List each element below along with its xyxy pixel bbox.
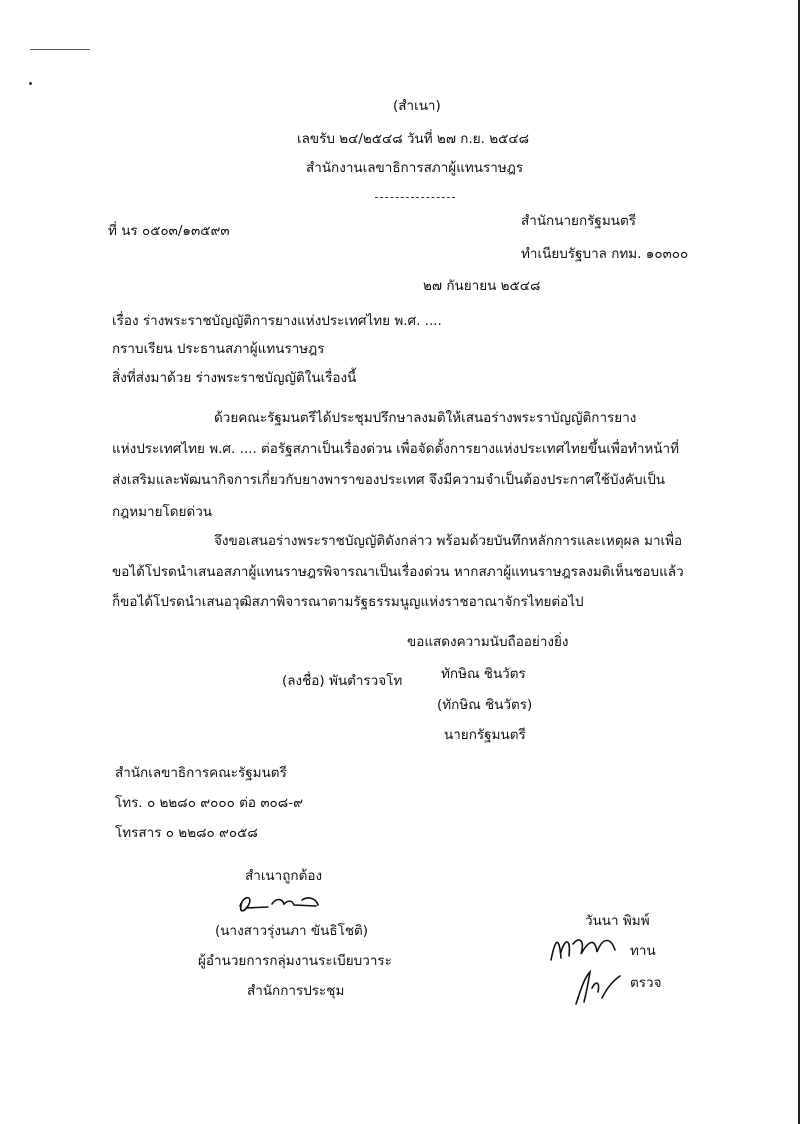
contact-phone: โทร. ๐ ๒๒๘๐ ๙๐๐๐ ต่อ ๓๐๘-๙ <box>115 795 303 811</box>
typist-signature <box>545 930 625 966</box>
signed-by: (ลงชื่อ) พันตำรวจโท <box>282 673 403 689</box>
typed-label: ทาน <box>630 943 656 959</box>
sender-address: ทำเนียบรัฐบาล กทม. ๑๐๓๐๐ <box>521 246 689 262</box>
signer-name-parenthesized: (ทักษิณ ชินวัตร) <box>437 697 533 713</box>
body-line: กฎหมายโดยด่วน <box>112 504 213 520</box>
letter-date: ๒๗ กันยายน ๒๕๔๘ <box>423 278 541 294</box>
subject-line: เรื่อง ร่างพระราชบัญญัติการยางแห่งประเทศไทย พ.ศ. .... <box>112 313 442 329</box>
body-line: ขอได้โปรดนำเสนอสภาผู้แทนราษฎรพิจารณาเป็นเรื่องด่วน หากสภาผู้แทนราษฎรลงมติเห็นชอบแล้ว <box>112 564 684 580</box>
body-line: แห่งประเทศไทย พ.ศ. .... ต่อรัฐสภาเป็นเรื่องด่วน เพื่อจัดตั้งการยางแห่งประเทศไทยขึ้นเพื่อทำหน้าที่ <box>112 441 680 457</box>
receiving-office: สำนักงานเลขาธิการสภาผู้แทนราษฎร <box>306 160 524 176</box>
checker-signature <box>570 968 630 1008</box>
contact-fax: โทรสาร ๐ ๒๒๘๐ ๙๐๕๘ <box>115 825 258 841</box>
copy-mark: (สำเนา) <box>393 98 441 114</box>
signer-name: ทักษิณ ชินวัตร <box>441 666 526 682</box>
sender-office: สำนักนายกรัฐมนตรี <box>521 213 636 229</box>
signer-position: นายกรัฐมนตรี <box>444 727 526 743</box>
scan-mark <box>30 49 90 50</box>
reference-number: ที่ นร ๐๕๐๓/๑๓๕๙๓ <box>108 223 230 239</box>
certified-copy-label: สำเนาถูกต้อง <box>245 868 323 884</box>
receipt-stamp: เลขรับ ๒๔/๒๕๔๘ วันที่ ๒๗ ก.ย. ๒๕๔๘ <box>297 131 529 147</box>
contact-office: สำนักเลขาธิการคณะรัฐมนตรี <box>115 765 287 781</box>
scan-dot <box>29 82 32 85</box>
certifier-title: ผู้อำนวยการกลุ่มงานระเบียบวาระ <box>198 953 392 969</box>
body-line: จึงขอเสนอร่างพระราชบัญญัติดังกล่าว พร้อมด้วยบันทึกหลักการและเหตุผล มาเพื่อ <box>214 533 683 549</box>
header-separator <box>375 197 455 198</box>
enclosure-line: สิ่งที่ส่งมาด้วย ร่างพระราชบัญญัติในเรื่องนี้ <box>112 370 357 386</box>
checked-label: ตรวจ <box>630 975 662 991</box>
body-line: ส่งเสริมและพัฒนากิจการเกี่ยวกับยางพาราของประเทศ จึงมีความจำเป็นต้องประกาศใช้บังคับเป็น <box>112 472 666 488</box>
closing-phrase: ขอแสดงความนับถืออย่างยิ่ง <box>407 634 569 650</box>
salutation-line: กราบเรียน ประธานสภาผู้แทนราษฎร <box>112 341 325 357</box>
typist-name: วันนา พิมพ์ <box>585 913 650 929</box>
body-line: ก็ขอได้โปรดนำเสนอวุฒิสภาพิจารณาตามรัฐธรรมนูญแห่งราชอาณาจักรไทยต่อไป <box>112 594 584 610</box>
certifier-name: (นางสาวรุ่งนภา ขันธิโชติ) <box>215 923 369 939</box>
body-line: ด้วยคณะรัฐมนตรีได้ประชุมปรึกษาลงมติให้เสนอร่างพระราบัญญัติการยาง <box>214 410 637 426</box>
certifier-signature <box>232 890 352 920</box>
certifier-division: สำนักการประชุม <box>247 983 345 999</box>
